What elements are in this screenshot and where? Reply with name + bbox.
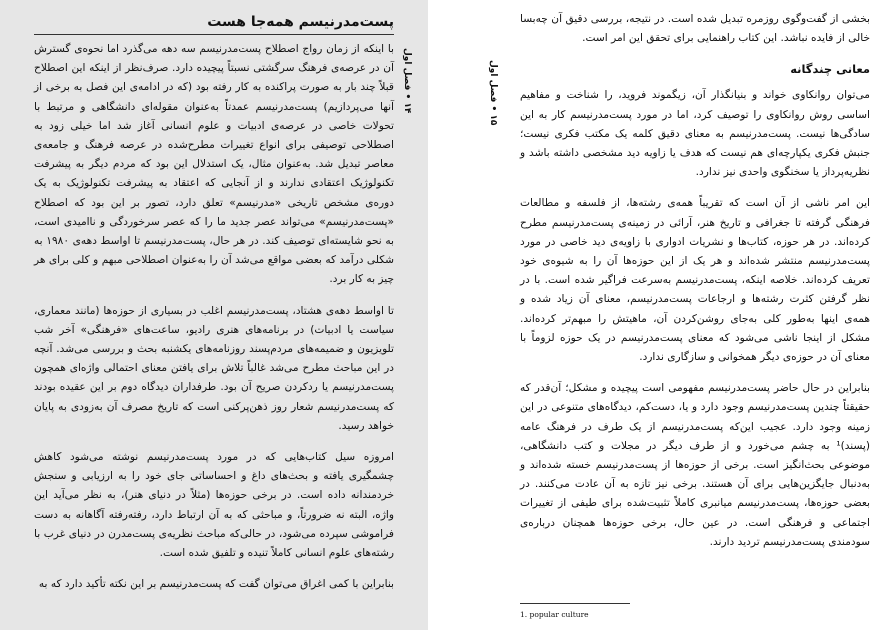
paragraph: بنابراین با کمی اغراق می‌توان گفت که پست‌مدرنیسم بر این نکته تأکید دارد که به — [38, 578, 394, 591]
paragraph: امروزه سیل کتاب‌هایی که در مورد پست‌مدرنیسم نوشته می‌شود کاهش چشمگیری یافته و بحث‌های داغ و احساساتی جای خود را به ارزیابی و سنجش خردمندانه داده است. در برخی حوزه‌ها (مثلاً در دنیای هنر)، به نظر می‌آید این واژه، البته نه ضرورتاً، و مباحثی که به آن ارتباط دارد، رفته‌رفته آگاهانه به دست فراموشی سپرده می‌شود، در حالی‌که مباحث نظریه‌ی پست‌مدرن در دنیای غرب با رشته‌های علوم انسانی کاملاً تنیده و تلفیق شده است. — [34, 451, 394, 560]
right-text-column — [520, 10, 870, 564]
title-rule — [34, 34, 394, 35]
running-head-right: ۱۵ • فصل اول — [488, 60, 498, 126]
left-text-column — [34, 40, 394, 606]
paragraph: بنابراین در حال حاضر پست‌مدرنیسم مفهومی است پیچیده و مشکل؛ آن‌قدر که حقیقتاً چندین پست‌مدرنیسم وجود دارد و یا، دست‌کم، دیدگاه‌های متنوعی در این زمینه وجود دارد. عجیب این‌که پست‌مدرنیسم از یک طرف در فرهنگ عامه (پسند)¹ به چشم می‌خورد و از طرف دیگر در مجلات و کتب دانشگاهی، موضوعی بحث‌انگیز است. برخی از حوزه‌ها از پست‌مدرنیسم خسته شده‌اند و به‌دنبال جایگزین‌هایی برای آن هستند. برخی نیز تازه به آن عادت می‌کنند. در بعضی حوزه‌ها، پست‌مدرنیسم میانبری کاملاً تثبیت‌شده برای طیفی از تغییرات اجتماعی و فرهنگی است. در عین حال، برخی حوزه‌ها همچنان درباره‌ی سودمندی پست‌مدرنیسم تردید دارند. — [520, 382, 870, 548]
paragraph: می‌توان روانکاوی خواند و بنیانگذار آن، زیگموند فروید، را شناخت و مفاهیم اساسی روش روانکاوی را توصیف کرد، اما در مورد پست‌مدرنیسم کار به این سادگی‌ها نیست. پست‌مدرنیسم به معنای دقیق کلمه یک مکتب فکری نیست؛ جنبش فکری یکپارچه‌ای هم نیست که هدف یا زاویه دید مشخصی داشته باشد و نظریه‌پرداز یا سخنگوی واحدی نیز ندارد. — [520, 89, 870, 179]
section-heading: معانی چندگانه — [790, 62, 870, 77]
footnote-rule — [520, 603, 630, 604]
paragraph: این امر ناشی از آن است که تقریباً همه‌ی رشته‌ها، از فلسفه و مطالعات فرهنگی گرفته تا جغرافی و تاریخ هنر، آرائی در زمینه‌ی پست‌مدرنیسم مطرح کرده‌اند. در هر حوزه، کتاب‌ها و نشریات ادواری با زاویه‌ی دید خاصی در مورد پست‌مدرنیسم منتشر شده‌اند و هر یک از این حوزه‌ها آن را به شیوه‌ی خود تعریف کرده‌اند. خلاصه اینکه، پست‌مدرنیسم به‌سرعت فراگیر شده است. با در نظر گرفتن کثرت رشته‌ها و ارجاعات پست‌مدرنیسم، معنای آن زیاد شده و همه‌ی اینها به‌طور کلی به‌جای روشن‌کردن آن، ماهیتش را مبهم‌تر کرده‌اند. مشکل از اینجا ناشی می‌شود که معنای پست‌مدرنیسم در یک حوزه لزوماً با معنای آن در حوزه‌ی دیگر همخوانی و سازگاری ندارد. — [520, 197, 870, 364]
page-title: پست‌مدرنیسم همه‌جا هست — [207, 14, 394, 30]
page-gutter — [428, 0, 440, 630]
paragraph: تا اواسط دهه‌ی هشتاد، پست‌مدرنیسم اغلب در بسیاری از حوزه‌ها (مانند معماری، سیاست یا ادبیات) در برنامه‌های هنری رادیو، ساعت‌های «فرهنگی» آخر شب تلویزیون و ضمیمه‌های مردم‌پسند روزنامه‌های یکشنبه بحث و بررسی می‌شد. آنچه در این مباحث مطرح می‌شد غالباً تلاش برای یافتن معنای احتمالی واژه‌ای همچون پست‌مدرنیسم یا ردکردن صریح آن بود. طرفداران دیدگاه دوم بر این عقیده بودند که پست‌مدرنیسم شعار روز ذهن‌پرکنی است که تاریخ مصرف آن به‌زودی به پایان خواهد رسید. — [34, 304, 394, 432]
footnote: 1. popular culture — [520, 610, 589, 619]
running-head-left: ۱۴ • فصل اول — [402, 48, 412, 114]
intro-paragraph: بخشی از گفت‌وگوی روزمره تبدیل شده است. در نتیجه، بررسی دقیق آن چه‌بسا خالی از فایده نباشد. این کتاب راهنمایی برای تحقق این امر است. — [520, 13, 870, 45]
right-page — [440, 0, 889, 630]
left-page — [0, 0, 428, 630]
paragraph: با اینکه از زمان رواج اصطلاح پست‌مدرنیسم سه دهه می‌گذرد اما نحوه‌ی گسترش آن در عرصه‌ی فرهنگ سرگشتی نسبتاً پیچیده دارد. صرف‌نظر از اینکه این اصطلاح قبلاً چند بار به صورت پراکنده به کار رفته بود (که در ادامه‌ی این فصل به برخی از آنها می‌پردازیم) پست‌مدرنیسم عمدتاً به‌عنوان مقوله‌ای دانشگاهی و مرتبط با تحولات خاصی در عرصه‌ی ادبیات و علوم انسانی آغاز شد اما خیلی زود به اصطلاحی توصیفی برای انواع تغییرات مطرح‌شده در عرصه فرهنگ و جامعه‌ی معاصر تبدیل شد. به‌عنوان مثال، یک استدلال این بود که مردم دیگر به پیشرفت تکنولوژیک اعتقادی ندارند و از آنجایی که اعتقاد به پیشرفت تکنولوژیک به یک دوره‌ی مشخص تاریخی «مدرنیسم» تعلق دارد، تصور بر این بود که اصطلاح «پست‌مدرنیسم» می‌تواند عصر جدید ما را که عصر سرخوردگی و ناامیدی است، به نحو شایسته‌ای توصیف کند. در هر حال، پست‌مدرنیسم تا اواسط دهه‌ی ۱۹۸۰ به شکلی درآمد که بعضی مواقع می‌شد آن را به‌عنوان اصطلاحی مبهم و کلی برای هر چیز به کار برد. — [34, 43, 394, 286]
